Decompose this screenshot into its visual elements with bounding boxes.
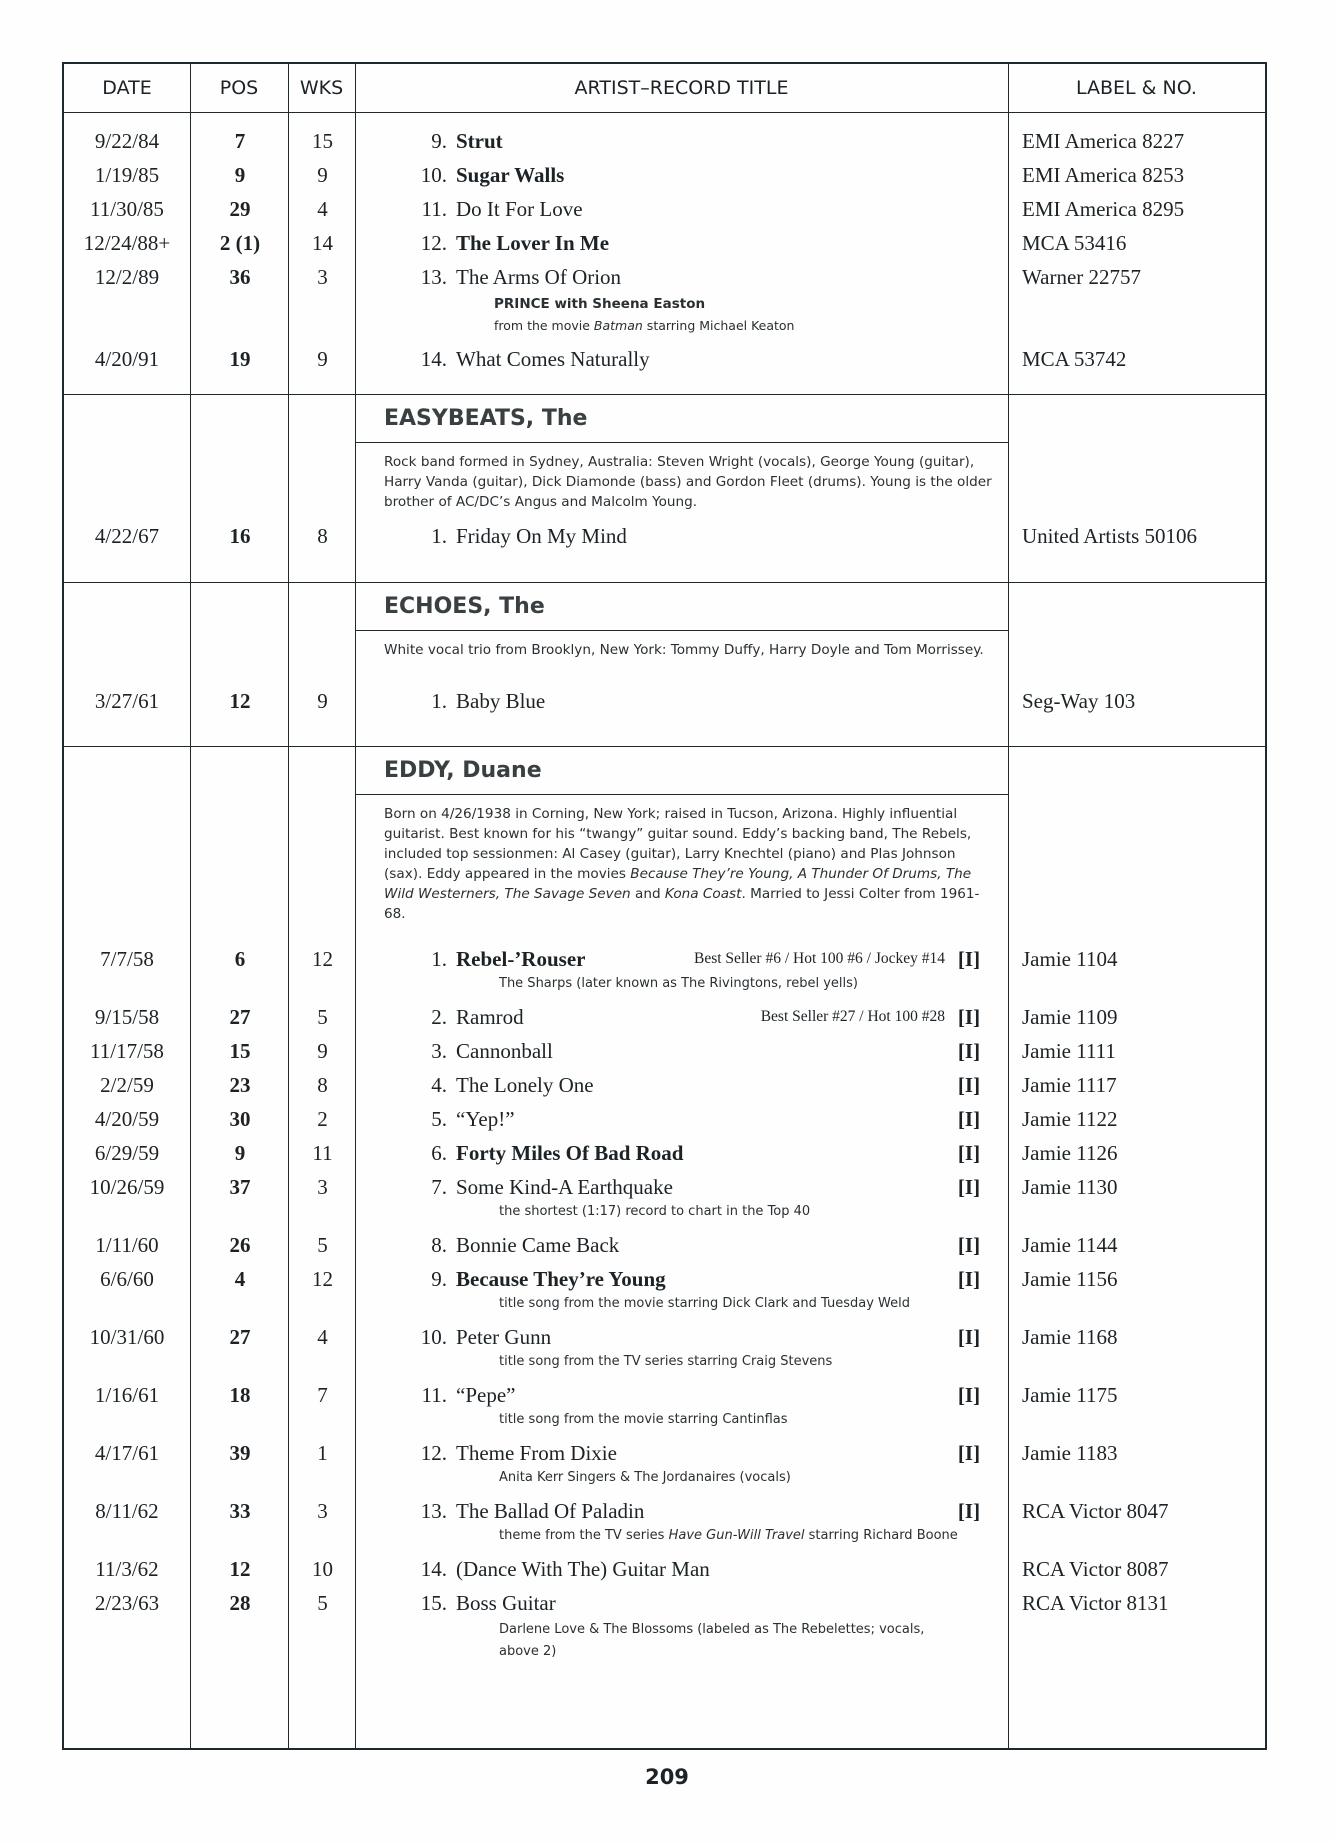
bio-text: . Married to Jessi Colter from 1961-68. (384, 886, 980, 922)
peak-position: 19 (229, 347, 251, 371)
header-wks: WKS (299, 77, 344, 99)
chart-date: 4/20/91 (94, 347, 160, 371)
record-title: Boss Guitar (456, 1591, 556, 1615)
artist-bio: White vocal trio from Brooklyn, New York: Tommy Duffy, Harry Doyle and Tom Morrissey. (384, 642, 984, 658)
label-number: Jamie 1183 (1022, 1441, 1118, 1465)
peak-position: 29 (229, 197, 251, 221)
chart-date: 4/20/59 (94, 1107, 160, 1131)
record-title: “Yep!” (456, 1107, 515, 1131)
peak-position: 2 (1) (219, 231, 261, 255)
record-title: (Dance With The) Guitar Man (456, 1557, 710, 1581)
peak-position: 9 (234, 163, 246, 187)
page-number: 209 (645, 1765, 689, 1789)
entry-number: 14. (420, 1557, 447, 1581)
weeks-charted: 1 (317, 1441, 328, 1465)
instrumental-tag: [I] (957, 1073, 981, 1097)
weeks-charted: 9 (317, 347, 328, 371)
peak-position: 27 (229, 1005, 251, 1029)
weeks-charted: 3 (317, 1499, 328, 1523)
artist-name: EDDY, Duane (384, 758, 542, 783)
chart-positions: Best Seller #27 / Hot 100 #28 (760, 1008, 945, 1025)
note-text: starring Richard Boone (804, 1528, 958, 1543)
record-note (494, 318, 794, 333)
instrumental-tag: [I] (957, 1039, 981, 1063)
peak-position: 37 (229, 1175, 251, 1199)
label-number: EMI America 8227 (1022, 129, 1185, 153)
chart-date: 12/2/89 (94, 265, 160, 289)
instrumental-tag: [I] (957, 947, 981, 971)
record-note: Darlene Love & The Blossoms (labeled as The Rebelettes; vocals, (499, 1622, 925, 1637)
record-note: the shortest (1:17) record to chart in the Top 40 (499, 1204, 811, 1219)
peak-position: 30 (229, 1107, 251, 1131)
label-number: Jamie 1175 (1022, 1383, 1118, 1407)
chart-date: 9/22/84 (94, 129, 160, 153)
peak-position: 12 (229, 1557, 251, 1581)
entry-number: 14. (420, 347, 447, 371)
record-note: PRINCE with Sheena Easton (494, 296, 706, 312)
artist-name: EASYBEATS, The (384, 406, 588, 431)
peak-position: 27 (229, 1325, 251, 1349)
peak-position: 15 (229, 1039, 251, 1063)
chart-date: 11/17/58 (90, 1039, 164, 1063)
header-divider (64, 112, 1265, 113)
chart-date: 8/11/62 (95, 1499, 159, 1523)
entry-number: 3. (431, 1039, 447, 1063)
table-row (64, 944, 1265, 974)
label-number: EMI America 8253 (1022, 163, 1185, 187)
weeks-charted: 3 (317, 265, 328, 289)
weeks-charted: 15 (312, 129, 333, 153)
weeks-charted: 4 (317, 197, 328, 221)
instrumental-tag: [I] (957, 1441, 981, 1465)
label-number: Jamie 1117 (1022, 1073, 1117, 1097)
record-title: Baby Blue (456, 689, 546, 713)
label-number: RCA Victor 8047 (1022, 1499, 1169, 1523)
table-row (64, 1138, 1265, 1168)
weeks-charted: 12 (312, 1267, 333, 1291)
table-row (64, 160, 1265, 190)
instrumental-tag: [I] (957, 1383, 981, 1407)
artist-bio (384, 804, 994, 924)
table-row (64, 1230, 1265, 1260)
table-row (64, 1322, 1265, 1352)
record-title: Do It For Love (456, 197, 583, 221)
instrumental-tag: [I] (957, 1325, 981, 1349)
record-title: The Arms Of Orion (456, 265, 622, 289)
label-number: MCA 53416 (1022, 231, 1127, 255)
movie-title: Batman (593, 318, 643, 333)
entry-number: 11. (421, 197, 447, 221)
table-row (64, 1172, 1265, 1202)
record-title: Ramrod (456, 1005, 524, 1029)
record-title: Rebel-’Rouser (456, 947, 586, 971)
weeks-charted: 14 (312, 231, 333, 255)
entry-number: 13. (420, 265, 447, 289)
label-number: Seg-Way 103 (1022, 689, 1136, 713)
entry-number: 2. (431, 1005, 447, 1029)
chart-date: 9/15/58 (94, 1005, 160, 1029)
table-row (64, 686, 1265, 716)
peak-position: 16 (229, 524, 251, 548)
instrumental-tag: [I] (957, 1005, 981, 1029)
chart-date: 4/17/61 (94, 1441, 160, 1465)
table-row (64, 1070, 1265, 1100)
peak-position: 28 (229, 1591, 251, 1615)
record-title: Because They’re Young (456, 1267, 666, 1291)
chart-positions: Best Seller #6 / Hot 100 #6 / Jockey #14 (694, 950, 945, 967)
instrumental-tag: [I] (957, 1499, 981, 1523)
header-title: ARTIST–RECORD TITLE (574, 77, 789, 99)
record-note: The Sharps (later known as The Rivingtons, rebel yells) (499, 976, 858, 991)
label-number: Jamie 1122 (1022, 1107, 1118, 1131)
entry-number: 13. (420, 1499, 447, 1523)
record-note: title song from the movie starring Dick Clark and Tuesday Weld (499, 1296, 910, 1311)
table-row (64, 1554, 1265, 1584)
label-number: EMI America 8295 (1022, 197, 1185, 221)
record-title: Peter Gunn (456, 1325, 552, 1349)
table-row (64, 1104, 1265, 1134)
weeks-charted: 7 (317, 1383, 328, 1407)
record-note: title song from the TV series starring Craig Stevens (499, 1354, 833, 1369)
chart-date: 10/26/59 (89, 1175, 165, 1199)
table-row (64, 194, 1265, 224)
artist-name: ECHOES, The (384, 594, 545, 619)
record-title: “Pepe” (456, 1383, 516, 1407)
chart-date: 7/7/58 (100, 947, 154, 971)
label-number: Jamie 1156 (1022, 1267, 1118, 1291)
note-text: theme from the TV series (499, 1528, 669, 1543)
note-text: starring Michael Keaton (642, 318, 795, 333)
chart-date: 3/27/61 (94, 689, 160, 713)
entry-number: 5. (431, 1107, 447, 1131)
weeks-charted: 10 (312, 1557, 333, 1581)
peak-position: 33 (229, 1499, 251, 1523)
section-divider (64, 746, 1265, 747)
bio-movie: Kona Coast (664, 886, 742, 902)
chart-date: 2/23/63 (94, 1591, 160, 1615)
header-date: DATE (102, 77, 152, 99)
entry-number: 4. (431, 1073, 447, 1097)
table-row (64, 1588, 1265, 1618)
chart-date: 6/6/60 (100, 1267, 154, 1291)
chart-date: 6/29/59 (94, 1141, 160, 1165)
entry-number: 12. (420, 231, 447, 255)
entry-number: 15. (420, 1591, 447, 1615)
chart-date: 12/24/88+ (83, 231, 171, 255)
record-title: Strut (456, 129, 503, 153)
note-text: from the movie (494, 318, 594, 333)
chart-date: 1/16/61 (94, 1383, 160, 1407)
label-number: RCA Victor 8087 (1022, 1557, 1169, 1581)
table-row (64, 344, 1265, 374)
record-title: Bonnie Came Back (456, 1233, 620, 1257)
entry-number: 1. (431, 524, 447, 548)
entry-number: 10. (420, 163, 447, 187)
bio-text: Born on 4/26/1938 in Corning, New York; raised in Tucson, Arizona. Highly influential guitarist. Best known for his “twangy” guitar sound. Eddy’s backing band, The Rebels, included top sessionmen: Al Casey (guitar), Larry Knechtel (piano) and Plas Johnson (sax). Eddy appeared in the movies (384, 806, 972, 882)
peak-position: 23 (229, 1073, 251, 1097)
entry-number: 8. (431, 1233, 447, 1257)
record-title: Theme From Dixie (456, 1441, 617, 1465)
artist-divider (355, 442, 1008, 443)
instrumental-tag: [I] (957, 1107, 981, 1131)
peak-position: 12 (229, 689, 251, 713)
weeks-charted: 4 (317, 1325, 328, 1349)
weeks-charted: 3 (317, 1175, 328, 1199)
peak-position: 18 (229, 1383, 251, 1407)
weeks-charted: 9 (317, 1039, 328, 1063)
record-title: The Ballad Of Paladin (456, 1499, 645, 1523)
section-divider (64, 394, 1265, 395)
peak-position: 39 (229, 1441, 251, 1465)
chart-date: 1/19/85 (94, 163, 160, 187)
chart-date: 11/3/62 (95, 1557, 159, 1581)
instrumental-tag: [I] (957, 1233, 981, 1257)
record-title: The Lonely One (456, 1073, 594, 1097)
weeks-charted: 8 (317, 1073, 328, 1097)
peak-position: 26 (229, 1233, 251, 1257)
label-number: Warner 22757 (1022, 265, 1142, 289)
bio-movies: Because They’re Young, A Thunder Of Drums, The Wild Westerners, The Savage Seven (384, 866, 972, 902)
bio-text: and (630, 886, 665, 902)
table-row (64, 1264, 1265, 1294)
record-title: Friday On My Mind (456, 524, 627, 548)
tv-series-title: Have Gun-Will Travel (668, 1528, 805, 1543)
label-number: MCA 53742 (1022, 347, 1127, 371)
chart-date: 10/31/60 (89, 1325, 165, 1349)
label-number: Jamie 1130 (1022, 1175, 1118, 1199)
entry-number: 11. (421, 1383, 447, 1407)
entry-number: 12. (420, 1441, 447, 1465)
peak-position: 7 (234, 129, 246, 153)
peak-position: 4 (234, 1267, 246, 1291)
table-row (64, 1496, 1265, 1526)
peak-position: 36 (229, 265, 251, 289)
weeks-charted: 11 (312, 1141, 333, 1165)
artist-divider (355, 630, 1008, 631)
table-row (64, 1036, 1265, 1066)
record-title: What Comes Naturally (456, 347, 650, 371)
label-number: Jamie 1168 (1022, 1325, 1118, 1349)
record-title: Forty Miles Of Bad Road (456, 1141, 684, 1165)
section-divider (64, 582, 1265, 583)
entry-number: 7. (431, 1175, 447, 1199)
label-number: RCA Victor 8131 (1022, 1591, 1169, 1615)
entry-number: 9. (431, 129, 447, 153)
table-row (64, 1438, 1265, 1468)
artist-divider (355, 794, 1008, 795)
record-note: title song from the movie starring Cantinflas (499, 1412, 788, 1427)
entry-number: 6. (431, 1141, 447, 1165)
entry-number: 10. (420, 1325, 447, 1349)
record-title: The Lover In Me (456, 231, 610, 255)
weeks-charted: 5 (317, 1591, 328, 1615)
weeks-charted: 9 (317, 163, 328, 187)
weeks-charted: 9 (317, 689, 328, 713)
weeks-charted: 8 (317, 524, 328, 548)
record-title: Sugar Walls (456, 163, 565, 187)
record-note: above 2) (499, 1644, 557, 1659)
table-row (64, 228, 1265, 258)
record-title: Some Kind-A Earthquake (456, 1175, 673, 1199)
record-note: Anita Kerr Singers & The Jordanaires (vocals) (499, 1470, 791, 1485)
weeks-charted: 2 (317, 1107, 328, 1131)
label-number: Jamie 1109 (1022, 1005, 1118, 1029)
instrumental-tag: [I] (957, 1141, 981, 1165)
record-note (499, 1528, 958, 1543)
record-title: Cannonball (456, 1039, 553, 1063)
peak-position: 9 (234, 1141, 246, 1165)
weeks-charted: 5 (317, 1233, 328, 1257)
chart-table (62, 62, 1267, 1750)
table-row (64, 521, 1265, 551)
weeks-charted: 5 (317, 1005, 328, 1029)
artist-bio: Rock band formed in Sydney, Australia: Steven Wright (vocals), George Young (guitar), Harry Vanda (guitar), Dick Diamonde (bass) and Gordon Fleet (drums). Young is the older brother of AC/DC’s Angus and Malcolm Young. (384, 454, 992, 510)
label-number: Jamie 1104 (1022, 947, 1118, 971)
label-number: Jamie 1144 (1022, 1233, 1118, 1257)
instrumental-tag: [I] (957, 1175, 981, 1199)
entry-number: 1. (431, 947, 447, 971)
label-number: Jamie 1126 (1022, 1141, 1118, 1165)
chart-date: 2/2/59 (100, 1073, 154, 1097)
table-row (64, 262, 1265, 292)
entry-number: 9. (431, 1267, 447, 1291)
table-row (64, 126, 1265, 156)
table-row (64, 1002, 1265, 1032)
peak-position: 6 (234, 947, 246, 971)
chart-date: 1/11/60 (95, 1233, 159, 1257)
label-number: United Artists 50106 (1022, 524, 1198, 548)
label-number: Jamie 1111 (1022, 1039, 1116, 1063)
header-label: LABEL & NO. (1076, 77, 1197, 99)
chart-date: 11/30/85 (90, 197, 164, 221)
weeks-charted: 12 (312, 947, 333, 971)
instrumental-tag: [I] (957, 1267, 981, 1291)
table-row (64, 1380, 1265, 1410)
entry-number: 1. (431, 689, 447, 713)
header-pos: POS (219, 77, 259, 99)
chart-date: 4/22/67 (94, 524, 160, 548)
